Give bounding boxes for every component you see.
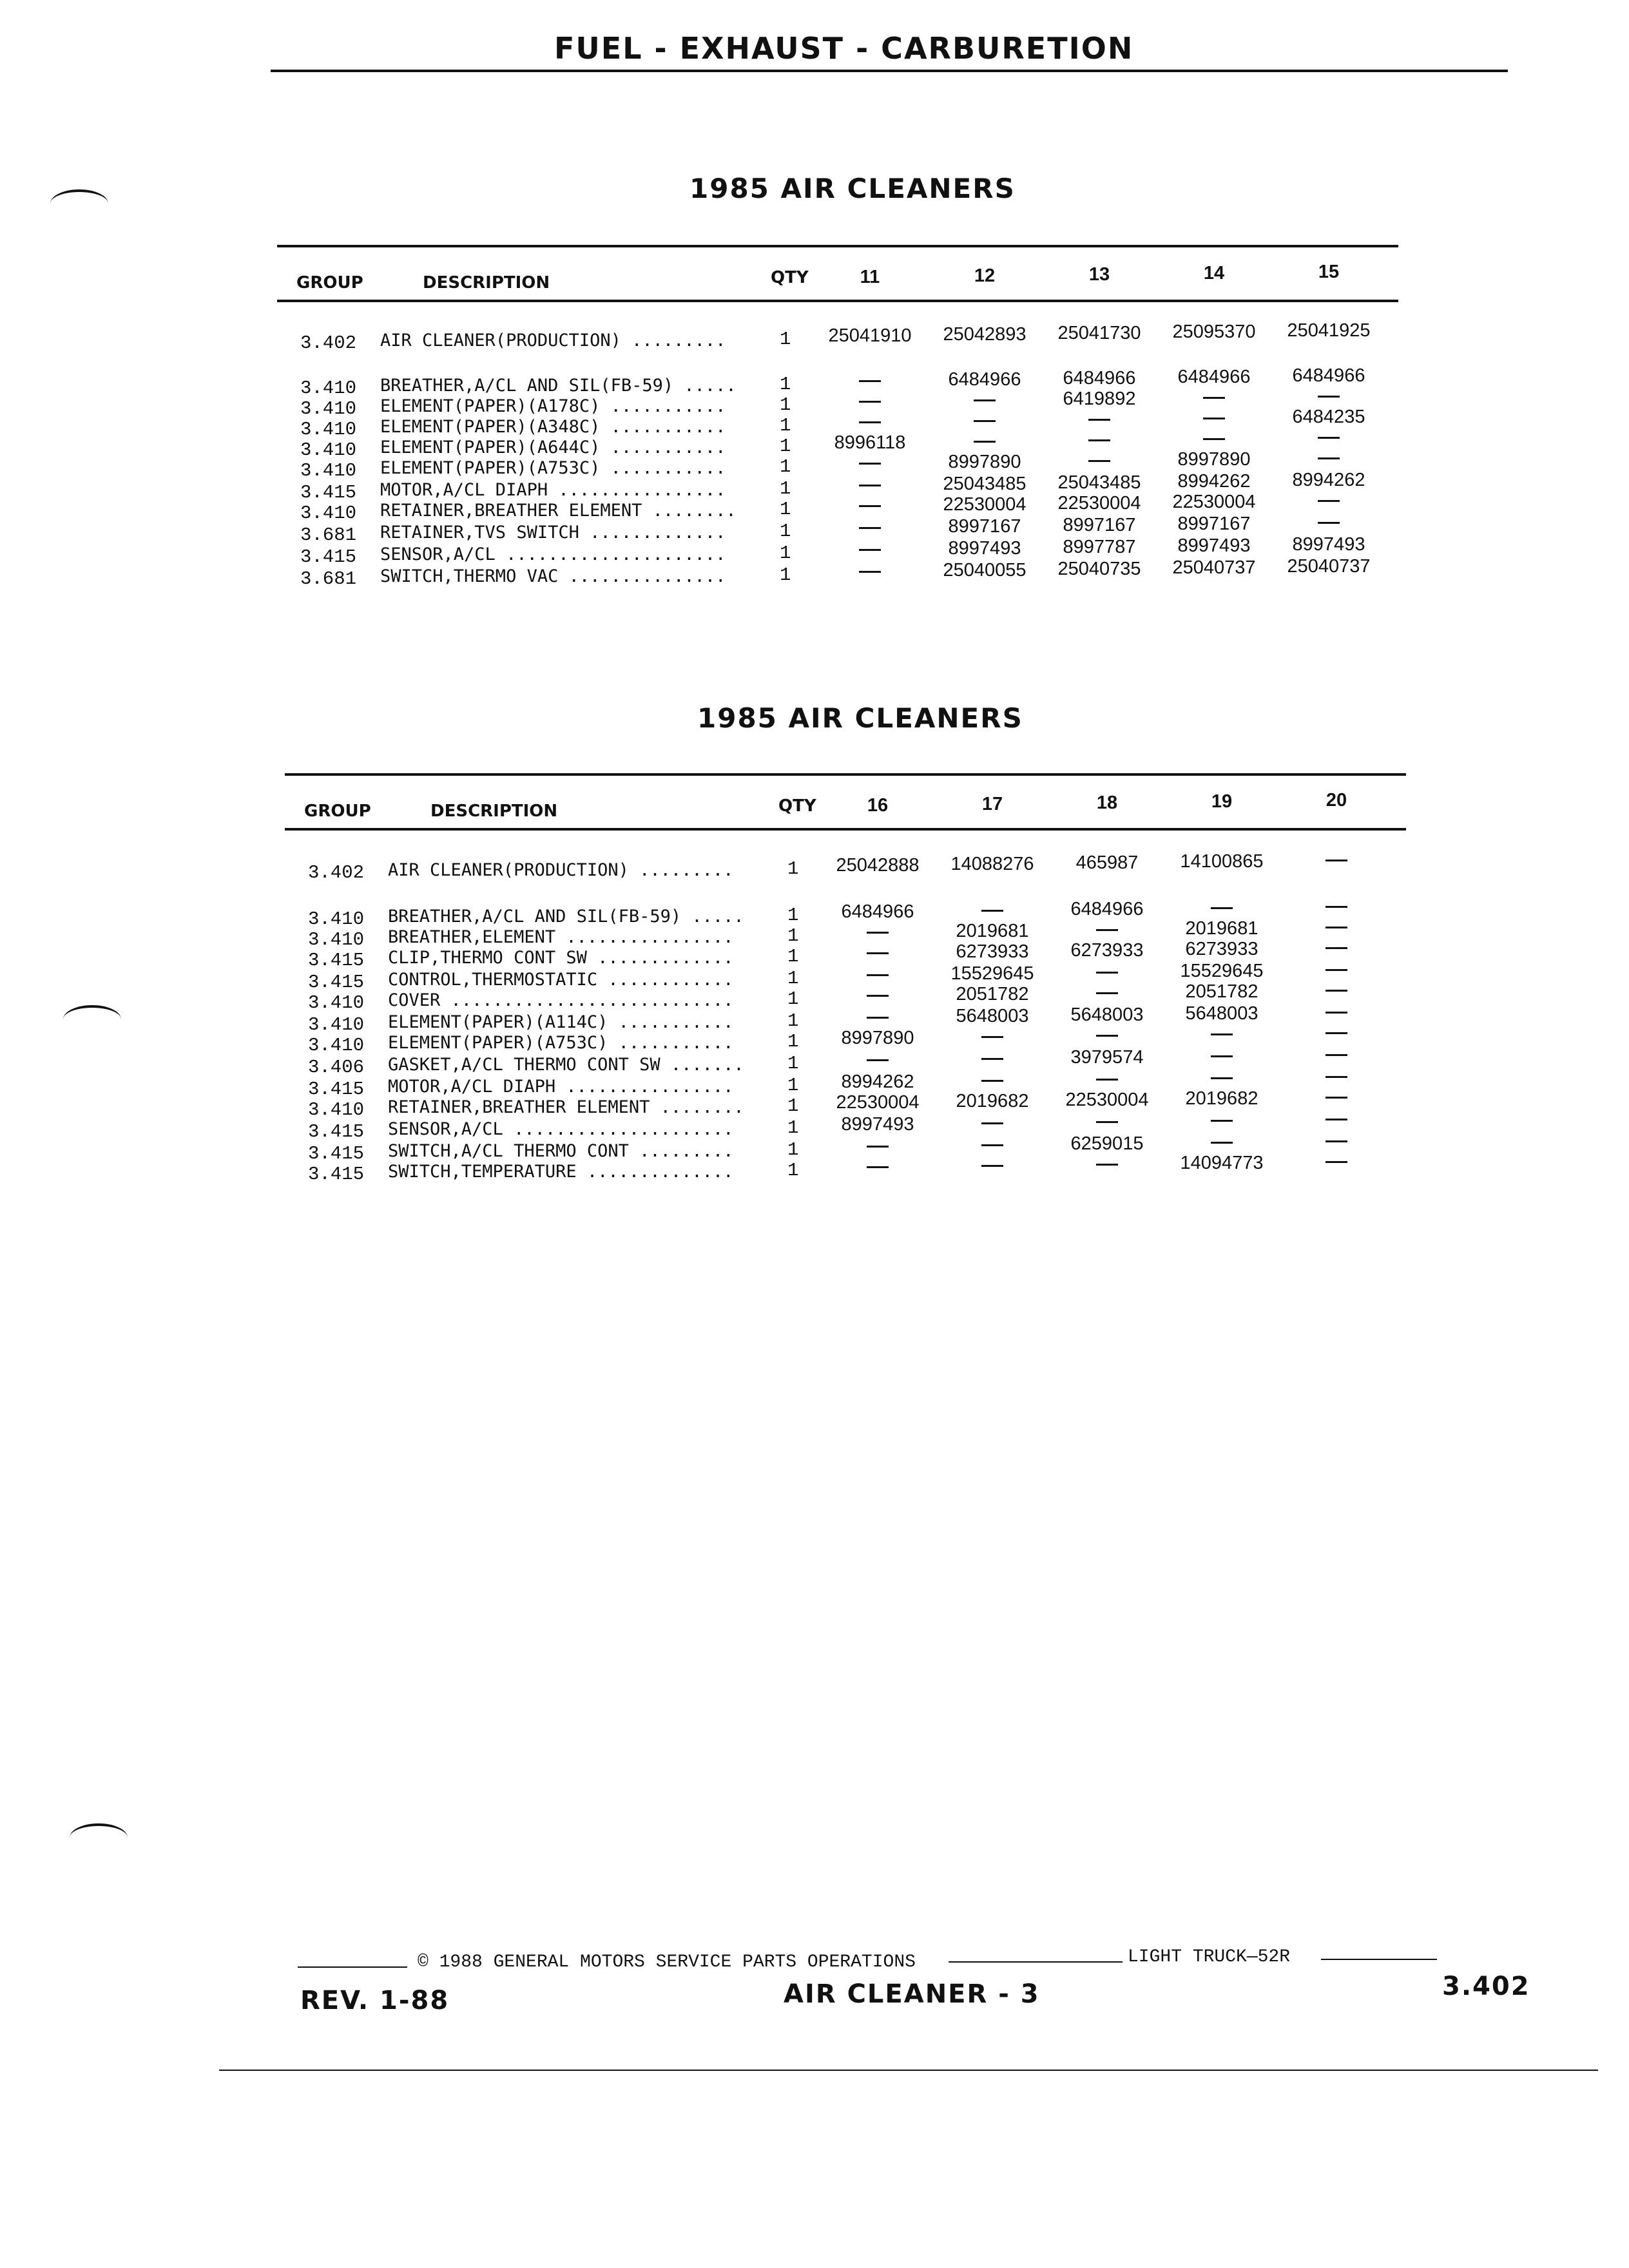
footer-page-code: 3.402 xyxy=(1442,1972,1530,2001)
part-number: 14088276 xyxy=(950,854,1034,874)
not-applicable-dash xyxy=(974,420,996,422)
part-number: 22530004 xyxy=(1172,492,1256,512)
column-header-description: DESCRIPTION xyxy=(430,802,558,821)
not-applicable-dash xyxy=(867,932,889,934)
part-number: 22530004 xyxy=(836,1092,920,1113)
not-applicable-dash xyxy=(859,527,881,529)
not-applicable-dash xyxy=(867,1059,889,1061)
qty-value: 1 xyxy=(780,374,791,395)
qty-value: 1 xyxy=(787,1053,799,1074)
not-applicable-dash xyxy=(1325,969,1347,971)
not-applicable-dash xyxy=(1325,1097,1347,1099)
part-number: 8997493 xyxy=(948,538,1021,559)
not-applicable-dash xyxy=(981,1165,1003,1167)
part-description: MOTOR,A/CL DIAPH ................ xyxy=(380,480,726,500)
not-applicable-dash xyxy=(867,952,889,954)
part-description: RETAINER,BREATHER ELEMENT ........ xyxy=(388,1097,744,1117)
part-description: RETAINER,BREATHER ELEMENT ........ xyxy=(380,501,737,521)
not-applicable-dash xyxy=(867,1017,889,1019)
table-header-rule xyxy=(277,300,1398,302)
part-number: 8997493 xyxy=(1177,535,1251,556)
part-number: 8997167 xyxy=(948,516,1021,537)
column-header-model: 18 xyxy=(1096,793,1118,813)
group-code: 3.410 xyxy=(308,992,365,1014)
footer-bottom-rule xyxy=(219,2070,1598,2071)
group-code: 3.415 xyxy=(300,482,357,503)
group-code: 3.415 xyxy=(308,1121,365,1142)
qty-value: 1 xyxy=(787,946,799,967)
column-header-model: 15 xyxy=(1318,262,1340,282)
qty-value: 1 xyxy=(780,499,791,520)
part-number: 6484966 xyxy=(1063,368,1136,389)
header-rule xyxy=(271,70,1508,72)
qty-value: 1 xyxy=(787,858,799,879)
part-number: 6273933 xyxy=(956,941,1029,962)
group-code: 3.402 xyxy=(300,332,357,354)
not-applicable-dash xyxy=(1318,522,1340,524)
not-applicable-dash xyxy=(981,1058,1003,1060)
part-description: SWITCH,THERMO VAC ............... xyxy=(380,566,726,586)
not-applicable-dash xyxy=(1325,1140,1347,1142)
footer-copyright: © 1988 GENERAL MOTORS SERVICE PARTS OPERATIONS xyxy=(418,1952,916,1972)
not-applicable-dash xyxy=(859,571,881,573)
not-applicable-dash xyxy=(1096,1079,1118,1081)
part-number: 25042893 xyxy=(943,324,1027,345)
not-applicable-dash xyxy=(1088,419,1110,421)
not-applicable-dash xyxy=(1325,990,1347,992)
part-number: 8997890 xyxy=(841,1028,914,1048)
not-applicable-dash xyxy=(859,463,881,465)
part-description: MOTOR,A/CL DIAPH ................ xyxy=(388,1077,734,1097)
footer-revision: REV. 1-88 xyxy=(300,1986,450,2015)
part-description: CLIP,THERMO CONT SW ............. xyxy=(388,948,734,968)
margin-mark xyxy=(70,1823,128,1852)
not-applicable-dash xyxy=(1088,439,1110,441)
part-description: COVER ........................... xyxy=(388,990,734,1010)
part-number: 25043485 xyxy=(943,474,1027,494)
part-number: 6484966 xyxy=(1177,367,1251,387)
not-applicable-dash xyxy=(859,505,881,507)
footer-rule-right xyxy=(1321,1959,1437,1960)
not-applicable-dash xyxy=(1203,418,1225,419)
not-applicable-dash xyxy=(859,421,881,423)
not-applicable-dash xyxy=(1088,460,1110,462)
group-code: 3.410 xyxy=(300,460,357,481)
table-top-rule xyxy=(277,245,1398,247)
not-applicable-dash xyxy=(859,401,881,403)
part-number: 6273933 xyxy=(1185,939,1258,959)
column-header-qty: QTY xyxy=(778,796,816,816)
not-applicable-dash xyxy=(1203,438,1225,440)
part-number: 6419892 xyxy=(1063,389,1136,409)
qty-value: 1 xyxy=(787,1160,799,1181)
part-number: 8996118 xyxy=(834,432,906,453)
part-description: BREATHER,ELEMENT ................ xyxy=(388,927,734,947)
not-applicable-dash xyxy=(1211,1033,1233,1035)
footer-rule-left xyxy=(298,1966,407,1968)
part-number: 2019681 xyxy=(1185,918,1258,939)
part-description: ELEMENT(PAPER)(A348C) ........... xyxy=(380,417,726,437)
not-applicable-dash xyxy=(981,1122,1003,1124)
margin-mark xyxy=(63,1005,121,1033)
margin-mark xyxy=(50,189,108,218)
group-code: 3.415 xyxy=(308,1079,365,1100)
not-applicable-dash xyxy=(1211,1055,1233,1057)
part-number: 25040737 xyxy=(1172,557,1256,578)
group-code: 3.415 xyxy=(300,546,357,568)
part-number: 6259015 xyxy=(1070,1133,1144,1154)
part-number: 15529645 xyxy=(950,963,1034,984)
group-code: 3.410 xyxy=(308,929,365,950)
not-applicable-dash xyxy=(1096,1035,1118,1037)
part-number: 8997493 xyxy=(841,1114,914,1135)
part-number: 25041910 xyxy=(828,325,912,346)
qty-value: 1 xyxy=(787,1010,799,1032)
group-code: 3.402 xyxy=(308,862,365,883)
part-description: ELEMENT(PAPER)(A114C) ........... xyxy=(388,1012,734,1032)
part-number: 25043485 xyxy=(1057,472,1141,493)
part-number: 6273933 xyxy=(1070,940,1144,961)
part-description: GASKET,A/CL THERMO CONT SW ....... xyxy=(388,1055,744,1075)
part-description: AIR CLEANER(PRODUCTION) ......... xyxy=(380,331,726,351)
part-description: SWITCH,TEMPERATURE .............. xyxy=(388,1162,734,1182)
part-number: 6484966 xyxy=(1292,365,1365,386)
not-applicable-dash xyxy=(867,1146,889,1148)
not-applicable-dash xyxy=(867,1166,889,1168)
group-code: 3.415 xyxy=(308,950,365,971)
qty-value: 1 xyxy=(787,968,799,989)
not-applicable-dash xyxy=(981,1036,1003,1038)
column-header-model: 20 xyxy=(1325,790,1347,811)
not-applicable-dash xyxy=(1096,992,1118,994)
not-applicable-dash xyxy=(867,995,889,997)
qty-value: 1 xyxy=(780,456,791,477)
group-code: 3.410 xyxy=(308,1099,365,1120)
group-code: 3.406 xyxy=(308,1057,365,1078)
qty-value: 1 xyxy=(780,543,791,564)
part-number: 5648003 xyxy=(1070,1004,1144,1025)
part-number: 25040737 xyxy=(1287,556,1371,577)
not-applicable-dash xyxy=(1203,397,1225,399)
column-header-model: 19 xyxy=(1211,791,1233,812)
part-number: 6484235 xyxy=(1292,407,1365,427)
part-number: 25041925 xyxy=(1287,320,1371,341)
part-number: 6484966 xyxy=(1070,899,1144,919)
qty-value: 1 xyxy=(787,1075,799,1096)
part-number: 2019681 xyxy=(956,921,1029,941)
column-header-group: GROUP xyxy=(296,273,363,293)
qty-value: 1 xyxy=(787,925,799,947)
group-code: 3.415 xyxy=(308,1143,365,1164)
not-applicable-dash xyxy=(1325,860,1347,861)
qty-value: 1 xyxy=(787,988,799,1010)
part-number: 6484966 xyxy=(841,901,914,922)
qty-value: 1 xyxy=(780,521,791,542)
qty-value: 1 xyxy=(787,1031,799,1052)
qty-value: 1 xyxy=(780,436,791,457)
part-number: 8997493 xyxy=(1292,534,1365,555)
table-top-rule xyxy=(285,773,1406,776)
group-code: 3.681 xyxy=(300,568,357,590)
qty-value: 1 xyxy=(780,415,791,436)
group-code: 3.415 xyxy=(308,1164,365,1185)
column-header-model: 17 xyxy=(981,794,1003,814)
part-description: ELEMENT(PAPER)(A753C) ........... xyxy=(380,458,726,478)
group-code: 3.410 xyxy=(300,398,357,419)
footer-rule-mid xyxy=(949,1961,1123,1963)
not-applicable-dash xyxy=(981,910,1003,912)
table-header-rule xyxy=(285,828,1406,831)
part-description: BREATHER,A/CL AND SIL(FB-59) ..... xyxy=(388,907,744,927)
part-number: 14100865 xyxy=(1180,851,1264,872)
not-applicable-dash xyxy=(1325,906,1347,908)
not-applicable-dash xyxy=(1211,907,1233,909)
part-number: 8994262 xyxy=(841,1072,914,1092)
part-number: 5648003 xyxy=(1185,1003,1258,1024)
part-number: 8994262 xyxy=(1292,470,1365,490)
not-applicable-dash xyxy=(1096,929,1118,931)
part-number: 25095370 xyxy=(1172,322,1256,342)
part-number: 25040055 xyxy=(943,560,1027,581)
part-number: 22530004 xyxy=(1065,1090,1149,1110)
group-code: 3.410 xyxy=(300,419,357,440)
part-number: 6484966 xyxy=(948,369,1021,390)
not-applicable-dash xyxy=(981,1144,1003,1146)
not-applicable-dash xyxy=(1096,972,1118,974)
qty-value: 1 xyxy=(787,1117,799,1139)
not-applicable-dash xyxy=(867,974,889,976)
part-number: 3979574 xyxy=(1070,1047,1144,1068)
group-code: 3.410 xyxy=(300,378,357,399)
part-description: SENSOR,A/CL ..................... xyxy=(388,1119,734,1139)
not-applicable-dash xyxy=(859,549,881,551)
part-number: 8997167 xyxy=(1063,515,1136,535)
not-applicable-dash xyxy=(1318,396,1340,398)
not-applicable-dash xyxy=(1325,1076,1347,1078)
part-number: 22530004 xyxy=(1057,493,1141,514)
qty-value: 1 xyxy=(787,1139,799,1160)
group-code: 3.410 xyxy=(308,1035,365,1056)
part-number: 8997890 xyxy=(1177,449,1251,470)
group-code: 3.410 xyxy=(308,1014,365,1035)
not-applicable-dash xyxy=(859,380,881,382)
not-applicable-dash xyxy=(1318,457,1340,459)
group-code: 3.410 xyxy=(300,503,357,524)
not-applicable-dash xyxy=(1325,1012,1347,1014)
part-description: ELEMENT(PAPER)(A644C) ........... xyxy=(380,437,726,457)
part-number: 5648003 xyxy=(956,1006,1029,1026)
not-applicable-dash xyxy=(1325,1161,1347,1163)
not-applicable-dash xyxy=(859,485,881,486)
part-number: 14094773 xyxy=(1180,1153,1264,1173)
group-code: 3.415 xyxy=(308,972,365,993)
column-header-qty: QTY xyxy=(771,268,809,287)
not-applicable-dash xyxy=(1096,1164,1118,1166)
column-header-model: 11 xyxy=(860,267,880,287)
page-title: FUEL - EXHAUST - CARBURETION xyxy=(554,31,1134,66)
part-number: 22530004 xyxy=(943,494,1027,515)
part-number: 8997787 xyxy=(1063,537,1136,557)
part-number: 8997890 xyxy=(948,452,1021,472)
part-number: 2019682 xyxy=(1185,1088,1258,1109)
qty-value: 1 xyxy=(780,564,791,586)
section-title: 1985 AIR CLEANERS xyxy=(689,173,1016,204)
part-description: ELEMENT(PAPER)(A178C) ........... xyxy=(380,396,726,416)
qty-value: 1 xyxy=(787,1095,799,1117)
not-applicable-dash xyxy=(1096,1121,1118,1123)
part-number: 15529645 xyxy=(1180,961,1264,981)
part-number: 2051782 xyxy=(1185,981,1258,1002)
qty-value: 1 xyxy=(780,394,791,416)
footer-vehicle: LIGHT TRUCK—52R xyxy=(1128,1947,1291,1967)
part-number: 465987 xyxy=(1075,852,1139,873)
part-description: RETAINER,TVS SWITCH ............. xyxy=(380,523,726,543)
not-applicable-dash xyxy=(981,1080,1003,1082)
not-applicable-dash xyxy=(1325,1054,1347,1056)
not-applicable-dash xyxy=(1325,1119,1347,1120)
part-description: ELEMENT(PAPER)(A753C) ........... xyxy=(388,1033,734,1053)
not-applicable-dash xyxy=(974,441,996,443)
qty-value: 1 xyxy=(780,329,791,350)
column-header-model: 14 xyxy=(1203,263,1225,284)
group-code: 3.410 xyxy=(308,908,365,930)
group-code: 3.410 xyxy=(300,439,357,461)
not-applicable-dash xyxy=(1211,1120,1233,1122)
part-description: AIR CLEANER(PRODUCTION) ......... xyxy=(388,860,734,880)
not-applicable-dash xyxy=(1318,500,1340,502)
part-description: SENSOR,A/CL ..................... xyxy=(380,544,726,564)
column-header-model: 16 xyxy=(867,795,889,816)
section-title: 1985 AIR CLEANERS xyxy=(697,702,1023,734)
part-number: 2019682 xyxy=(956,1091,1029,1111)
not-applicable-dash xyxy=(1325,947,1347,949)
not-applicable-dash xyxy=(1211,1077,1233,1079)
not-applicable-dash xyxy=(1318,437,1340,439)
part-number: 8997167 xyxy=(1177,514,1251,534)
not-applicable-dash xyxy=(1325,1032,1347,1034)
part-number: 25040735 xyxy=(1057,559,1141,579)
group-code: 3.681 xyxy=(300,524,357,546)
part-description: SWITCH,A/CL THERMO CONT ......... xyxy=(388,1141,734,1161)
qty-value: 1 xyxy=(787,905,799,926)
qty-value: 1 xyxy=(780,478,791,499)
not-applicable-dash xyxy=(1211,1142,1233,1144)
part-number: 2051782 xyxy=(956,984,1029,1004)
part-number: 25041730 xyxy=(1057,323,1141,343)
column-header-model: 13 xyxy=(1088,264,1110,285)
column-header-group: GROUP xyxy=(304,802,371,821)
not-applicable-dash xyxy=(974,399,996,401)
column-header-model: 12 xyxy=(974,265,996,286)
not-applicable-dash xyxy=(1325,927,1347,928)
column-header-description: DESCRIPTION xyxy=(423,273,550,293)
part-description: CONTROL,THERMOSTATIC ............ xyxy=(388,970,734,990)
footer-section: AIR CLEANER - 3 xyxy=(784,1979,1040,2009)
part-number: 8994262 xyxy=(1177,471,1251,492)
part-description: BREATHER,A/CL AND SIL(FB-59) ..... xyxy=(380,376,737,396)
part-number: 25042888 xyxy=(836,855,920,876)
